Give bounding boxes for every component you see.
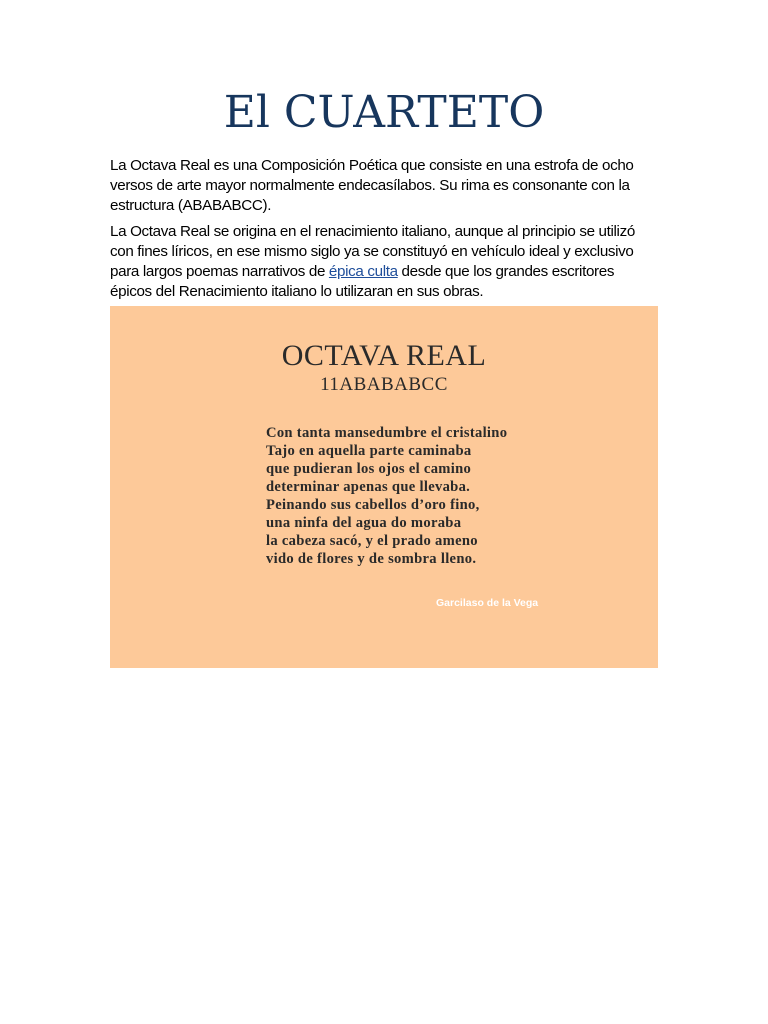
poem-line: Con tanta mansedumbre el cristalino [266, 425, 508, 441]
poem-line: Tajo en aquella parte caminaba [266, 443, 472, 459]
rhyme-scheme: 11ABABABCC [320, 374, 448, 395]
epica-culta-link[interactable]: épica culta [328, 263, 398, 280]
poem-heading: OCTAVA REAL [281, 339, 487, 372]
poem-author: Garcilaso de la Vega [436, 597, 539, 609]
intro-paragraph: La Octava Real es una Composición Poética que consiste en una estrofa de ocho versos de arte mayor normalmente endecasílabos. Su rima es consonante con la estructura (ABABABCC). [110, 157, 634, 214]
origin-paragraph [110, 222, 658, 302]
poem-verses [266, 424, 566, 568]
page-title: El CUARTETO [223, 87, 545, 138]
origin-paragraph-text-start: La Octava Real se origina en el renacimiento italiano, aunque al principio se utilizó con fines líricos, en ese mismo siglo ya se constituyó en vehículo ideal y exclusivo para largos poemas narrativos de [110, 223, 635, 280]
poem-line: la cabeza sacó, y el prado ameno [266, 533, 478, 549]
poem-line: determinar apenas que llevaba. [266, 479, 471, 495]
poem-image-card [110, 306, 658, 668]
poem-line: Peinando sus cabellos d’oro fino, [266, 497, 480, 513]
poem-line: que pudieran los ojos el camino [266, 461, 472, 477]
poem-line: vido de flores y de sombra lleno. [266, 551, 477, 567]
origin-paragraph-text-end: desde que los grandes escritores épicos del Renacimiento italiano lo utilizaran en sus obras. [110, 263, 615, 300]
poem-line: una ninfa del agua do moraba [266, 515, 462, 531]
